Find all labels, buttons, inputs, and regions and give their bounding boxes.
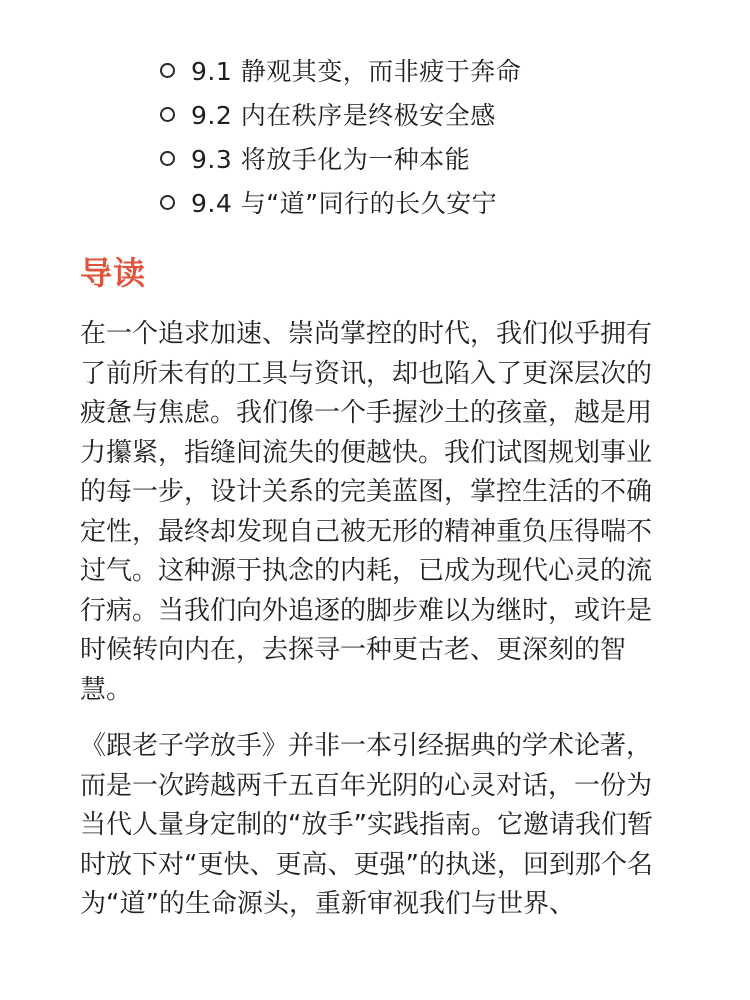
hollow-circle-bullet-icon	[160, 107, 175, 122]
body-paragraph: 在一个追求加速、崇尚掌控的时代，我们似乎拥有了前所未有的工具与资讯，却也陷入了更深层次的疲惫与焦虑。我们像一个手握沙土的孩童，越是用力攥紧，指缝间流失的便越快。我们试图规划事业的每一步，设计关系的完美蓝图，掌控生活的不确定性，最终却发现自己被无形的精神重负压得喘不过气。这种源于执念的内耗，已成为现代心灵的流行病。当我们向外追逐的脚步难以为继时，或许是时候转向内在，去探寻一种更古老、更深刻的智慧。	[80, 319, 653, 705]
toc-item-label: 9.3 将放手化为一种本能	[191, 145, 471, 174]
hollow-circle-bullet-icon	[160, 151, 175, 166]
table-of-contents	[160, 48, 720, 224]
body-paragraph: 《跟老子学放手》并非一本引经据典的学术论著，而是一次跨越两千五百年光阴的心灵对话，一份为当代人量身定制的“放手”实践指南。它邀请我们暂时放下对“更快、更高、更强”的执迷，回到那个名为“道”的生命源头，重新审视我们与世界、	[80, 731, 653, 919]
toc-item[interactable]	[160, 92, 720, 136]
section-heading: 导读	[80, 254, 147, 292]
hollow-circle-bullet-icon	[160, 63, 175, 78]
toc-item-label: 9.2 内在秩序是终极安全感	[191, 101, 496, 130]
toc-item[interactable]	[160, 180, 720, 224]
toc-item-label: 9.4 与“道”同行的长久安宁	[191, 189, 498, 218]
hollow-circle-bullet-icon	[160, 195, 175, 210]
toc-item-label: 9.1 静观其变，而非疲于奔命	[191, 57, 522, 86]
toc-item[interactable]	[160, 136, 720, 180]
toc-item[interactable]	[160, 48, 720, 92]
